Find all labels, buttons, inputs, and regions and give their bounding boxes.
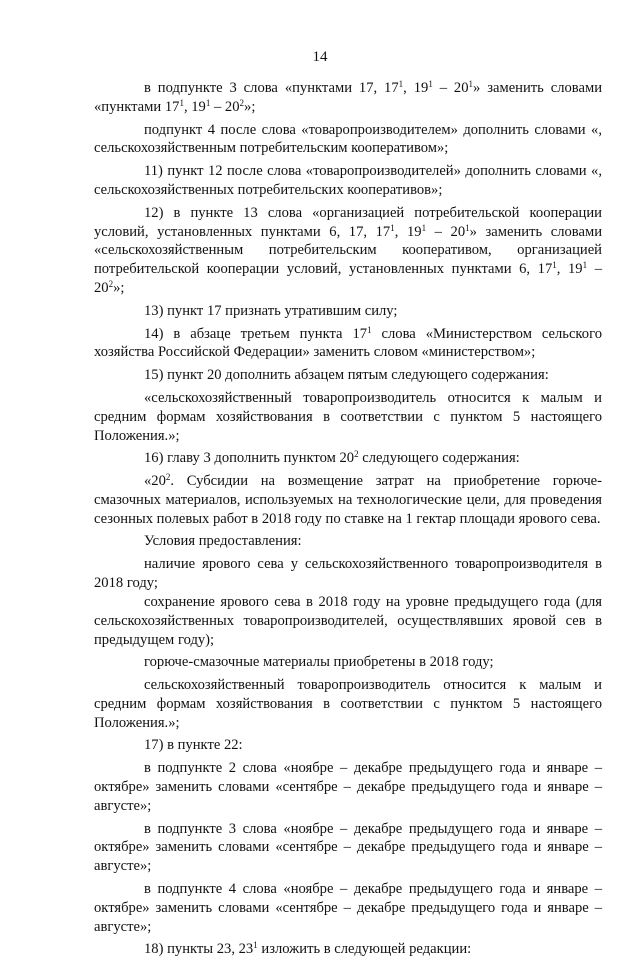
paragraph: «сельскохозяйственный товаропроизводитель относится к малым и средним формам хозяйствования в соответствии с пунктом 5 настоящего Положения.»; — [94, 389, 602, 444]
paragraph: сельскохозяйственный товаропроизводитель относится к малым и средним формам хозяйствования в соответствии с пунктом 5 настоящего Положения.»; — [94, 677, 602, 731]
page-number: 14 — [312, 49, 328, 65]
paragraph: наличие ярового сева у сельскохозяйственного товаропроизводителя в 2018 году; — [94, 556, 602, 592]
paragraph: 12) в пункте 13 слова «организацией потребительской кооперации условий, установленных пунктами 6, 17, $17^1$, $19^1 - 20^1$» заменить словами «сельскохозяйственным потребительским кооперативом, организацией потребительской кооперации условий, установленных пунктами 6, $17^1$, $19^1 - 20^2$»; — [94, 204, 603, 297]
paragraph: в подпункте 2 слова «ноябре – декабре предыдущего года и январе – октябре» заменить словами «сентябре – декабре предыдущего года и январе – августе»; — [94, 760, 602, 814]
paragraph: в подпункте 3 слова «ноябре – декабре предыдущего года и январе – октябре» заменить словами «сентябре – декабре предыдущего года и январе – августе»; — [94, 820, 602, 875]
paragraph: 15) пункт 20 дополнить абзацем пятым следующего содержания: — [144, 367, 549, 384]
paragraph: в подпункте 4 слова «ноябре – декабре предыдущего года и январе – октябре» заменить словами «сентябре – декабре предыдущего года и январе – августе»; — [94, 881, 602, 935]
paragraph: 18) пункты 23, $23^1$ изложить в следующей редакции: — [144, 940, 472, 958]
paragraph: подпункт 4 после слова «товаропроизводителем» дополнить словами «, сельскохозяйственным потребительским кооперативом»; — [94, 121, 602, 157]
paragraph: 11) пункт 12 после слова «товаропроизводителей» дополнить словами «, сельскохозяйственных потребительских кооперативов»; — [94, 163, 602, 198]
paragraph: в подпункте 3 слова «пунктами 17, $17^1$, $19^1 - 20^1$» заменить словами «пунктами $17^1$, $19^1 - 20^2$»; — [94, 79, 603, 115]
paragraph: 13) пункт 17 признать утратившим силу; — [144, 302, 398, 319]
paragraph: 16) главу 3 дополнить пунктом $20^2$ следующего содержания: — [144, 449, 520, 467]
document-body — [94, 79, 602, 963]
paragraph: Условия предоставления: — [144, 533, 302, 550]
paragraph: сохранение ярового сева в 2018 году на уровне предыдущего года (для сельскохозяйственных товаропроизводителей, осуществлявших яровой сев в предыдущем году); — [94, 593, 602, 648]
paragraph: горюче-смазочные материалы приобретены в 2018 году; — [144, 654, 494, 671]
paragraph: 14) в абзаце третьем пункта $17^1$ слова «Министерством сельского хозяйства Российской Федерации» заменить словом «министерством»; — [94, 324, 602, 361]
paragraph: «$20^2$. Субсидии на возмещение затрат на приобретение горюче-смазочных материалов, используемых на технологические цели, для проведения сезонных полевых работ в 2018 году по ставке на 1 гектар площади ярового сева. — [94, 472, 602, 527]
paragraph: 17) в пункте 22: — [144, 737, 243, 754]
